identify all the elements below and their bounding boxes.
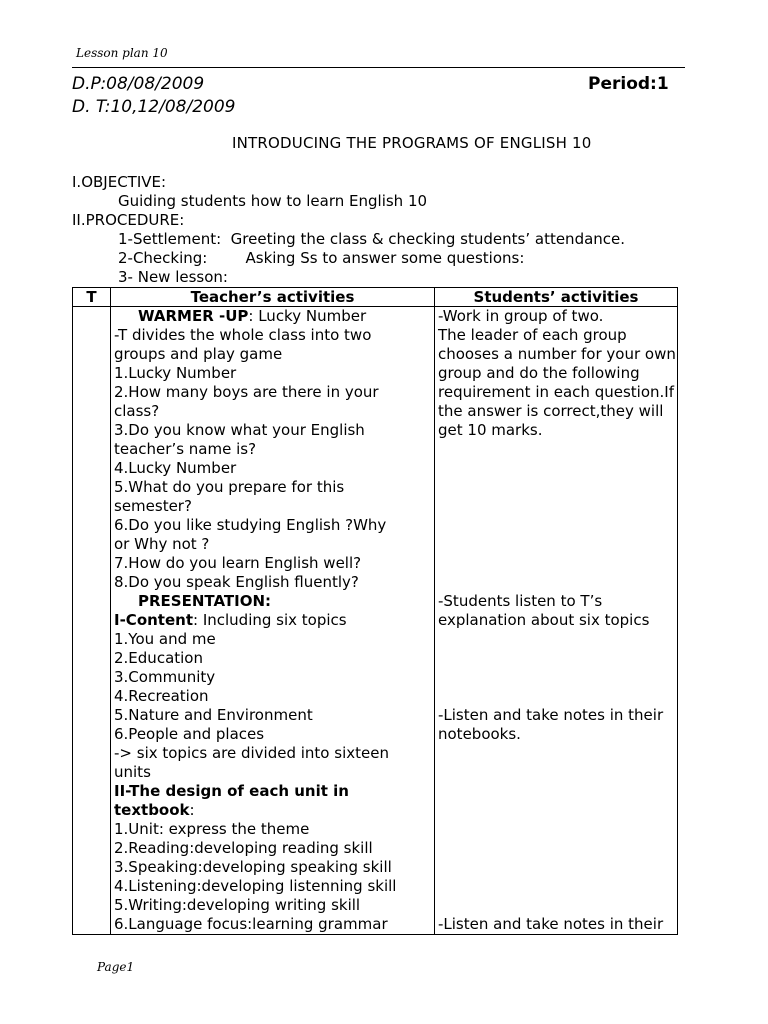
student-line: The leader of each group [438,326,627,344]
presentation-heading: PRESENTATION: [138,592,272,610]
spacer-line [438,782,674,801]
spacer-line [438,801,674,820]
spacer-line [438,668,674,687]
header-t: T [73,288,111,307]
warmup-line: 8.Do you speak English fluently? [114,573,359,591]
spacer-line [438,459,674,478]
header-teacher: Teacher’s activities [111,288,435,307]
student-line: -Work in group of two. [438,307,604,325]
student-line: the answer is correct,they will [438,402,664,420]
content-line: -> six topics are divided into sixteen [114,744,389,762]
spacer-line [438,497,674,516]
date-taught: D. T:10,12/08/2009 [72,97,236,117]
warmup-line: groups and play game [114,345,283,363]
content-line: 2.Education [114,649,203,667]
design-line: 1.Unit: express the theme [114,820,310,838]
spacer-line [438,896,674,915]
design-label: textbook [114,801,190,819]
spacer-line [438,877,674,896]
warmup-line: 3.Do you know what your English [114,421,365,439]
objective-heading: I.OBJECTIVE: [72,173,167,191]
time-cell [73,307,111,935]
design-rest: : [189,801,195,819]
date-prepared: D.P:08/08/2009 [72,74,205,94]
student-line: get 10 marks. [438,421,543,439]
warmup-line: 1.Lucky Number [114,364,237,382]
warmup-line: semester? [114,497,192,515]
warmup-line: 5.What do you prepare for this [114,478,345,496]
warmup-line: teacher’s name is? [114,440,257,458]
design-line: 2.Reading:developing reading skill [114,839,373,857]
spacer-line [438,820,674,839]
table-header-row [73,288,678,307]
content-line: 3.Community [114,668,216,686]
student-line: chooses a number for your own [438,345,676,363]
warmup-line: or Why not ? [114,535,210,553]
objective-text: Guiding students how to learn English 10 [118,192,428,210]
spacer-line [438,763,674,782]
spacer-line [438,744,674,763]
students-activities-cell [435,307,678,935]
student-line: group and do the following [438,364,640,382]
content-line: 6.People and places [114,725,265,743]
spacer-line [438,554,674,573]
procedure-step-1: 1-Settlement: Greeting the class & checking students’ attendance. [118,230,626,248]
procedure-step-2: 2-Checking: Asking Ss to answer some questions: [118,249,525,267]
student-line: -Students listen to T’s [438,592,603,610]
warmup-heading [114,307,431,326]
content-line: 1.You and me [114,630,216,648]
content-heading [114,611,431,630]
header-students: Students’ activities [435,288,678,307]
student-line: requirement in each question.If [438,383,674,401]
period-label: Period:1 [588,74,669,94]
spacer-line [438,478,674,497]
student-line: notebooks. [438,725,521,743]
teacher-activities-cell [111,307,435,935]
design-heading-line-2 [114,801,431,820]
header-divider [72,67,685,68]
design-line: 4.Listening:developing listenning skill [114,877,397,895]
warmup-line: 2.How many boys are there in your [114,383,379,401]
content-line: 4.Recreation [114,687,209,705]
procedure-heading: II.PROCEDURE: [72,211,185,229]
content-rest: : Including six topics [193,611,347,629]
design-line: 3.Speaking:developing speaking skill [114,858,392,876]
design-line: 6.Language focus:learning grammar [114,915,388,933]
page-number: Page1 [97,960,135,974]
warmup-line: class? [114,402,160,420]
design-line: 5.Writing:developing writing skill [114,896,361,914]
student-line: -Listen and take notes in their [438,915,664,933]
spacer-line [438,687,674,706]
spacer-line [438,630,674,649]
content-label: I-Content [114,611,193,629]
design-heading-line-1: II-The design of each unit in [114,782,349,800]
warmup-line: 7.How do you learn English well? [114,554,362,572]
table-row [73,307,678,935]
content-line: 5.Nature and Environment [114,706,313,724]
student-line: -Listen and take notes in their [438,706,664,724]
spacer-line [438,535,674,554]
warmup-label: WARMER -UP [138,307,249,325]
lesson-table [72,287,678,935]
warmup-line: 4.Lucky Number [114,459,237,477]
procedure-step-3: 3- New lesson: [118,268,228,286]
content-line: units [114,763,151,781]
warmup-line: 6.Do you like studying English ?Why [114,516,387,534]
spacer-line [438,573,674,592]
lesson-title: INTRODUCING THE PROGRAMS OF ENGLISH 10 [232,134,592,152]
spacer-line [438,516,674,535]
spacer-line [438,839,674,858]
spacer-line [438,858,674,877]
student-line: explanation about six topics [438,611,650,629]
lesson-plan-label: Lesson plan 10 [76,46,168,60]
warmup-line: -T divides the whole class into two [114,326,372,344]
spacer-line [438,440,674,459]
spacer-line [438,649,674,668]
warmup-rest: : Lucky Number [248,307,367,325]
